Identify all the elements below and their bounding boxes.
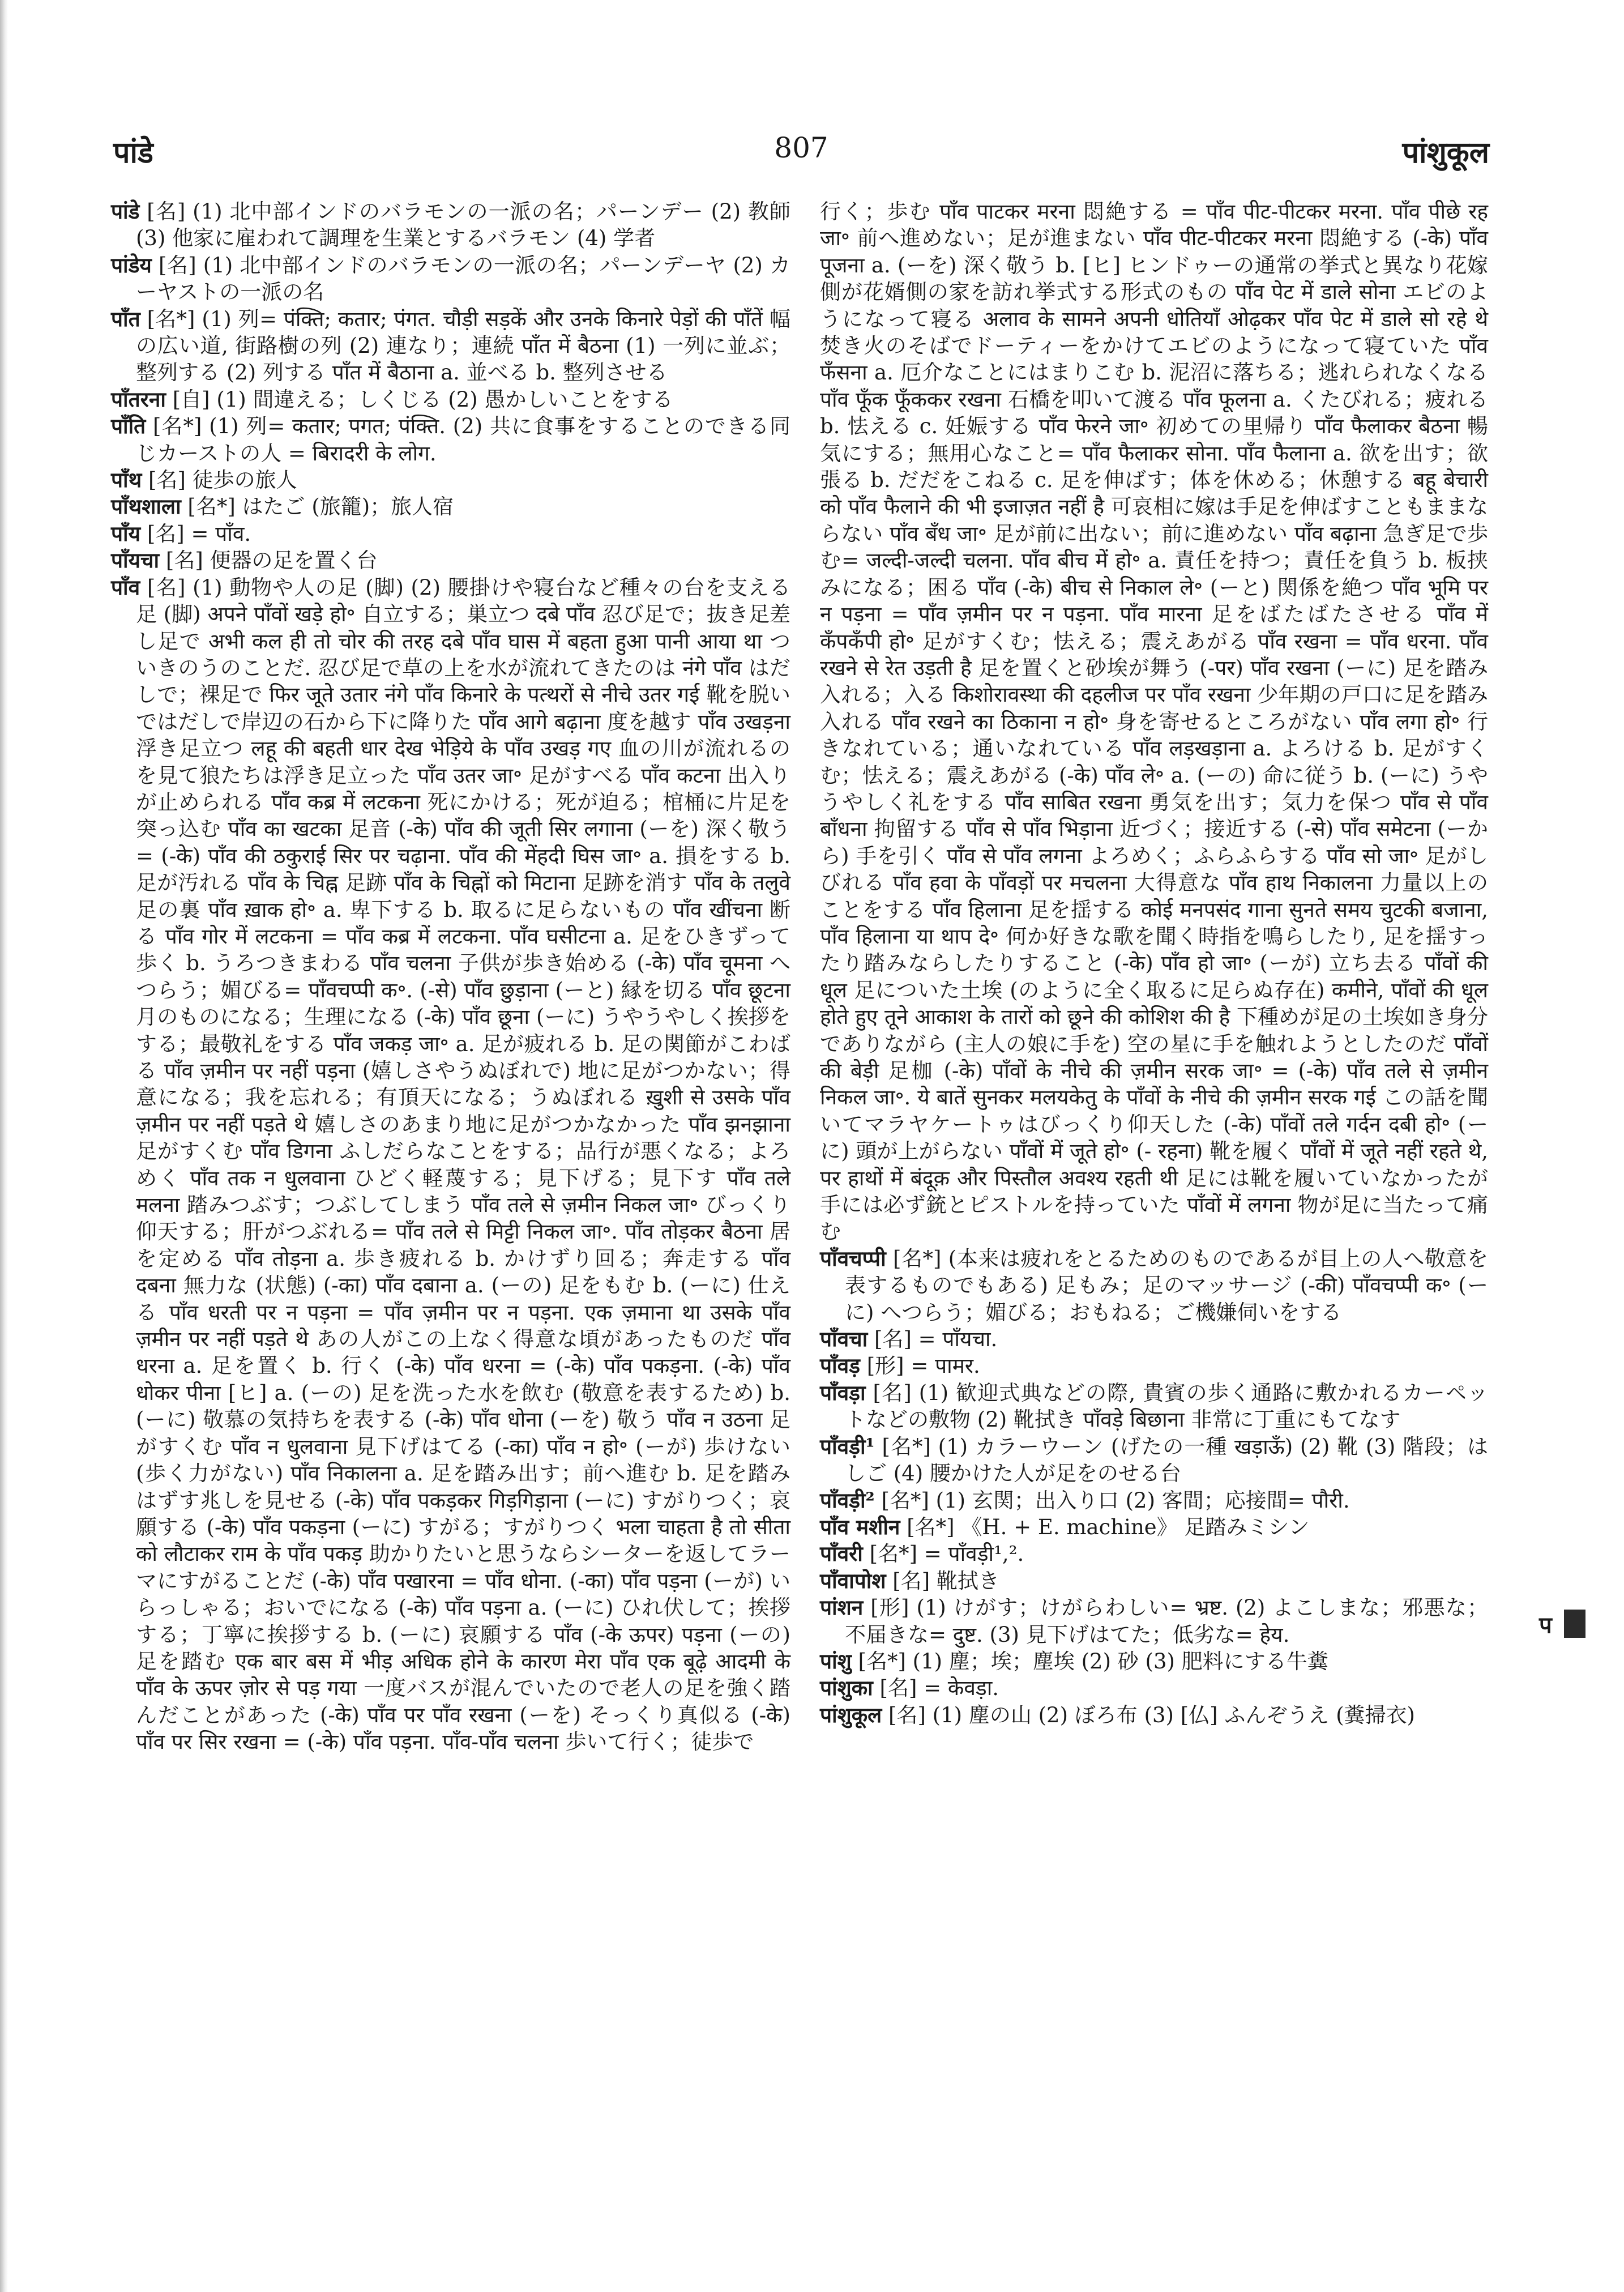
entry-definition: [自] (1) 間違える；しくじる (2) 愚かしいことをする xyxy=(172,387,673,412)
dictionary-entry xyxy=(820,1433,1488,1487)
dictionary-entry xyxy=(820,1594,1488,1648)
entry-headword: पाँथ xyxy=(111,467,142,493)
entry-definition: [名*] (1) 列= कतार; पगत; पंक्ति. (2) 共に食事をすることのできる同じカーストの人 = बिरादरी के लोग. xyxy=(136,414,790,466)
entry-headword: पाँवापोश xyxy=(820,1568,886,1593)
entry-headword: पाँयचा xyxy=(111,548,160,573)
entry-headword: पाँवड़ xyxy=(820,1353,860,1378)
dictionary-entry xyxy=(820,1326,1488,1352)
entry-definition: [名] 徒歩の旅人 xyxy=(148,468,297,493)
thumb-index-block xyxy=(1564,1610,1585,1638)
entry-definition: [名*] (本来は疲れをとるためのものであるが目上の人へ敬意を表するものでもある) 足もみ；足のマッサージ (-की) पाँवचप्पी क॰ (ーに) へつらう；媚びる；おもねる；ご機嫌伺いをする xyxy=(845,1246,1488,1325)
entry-definition: [名] = केवड़ा. xyxy=(879,1676,999,1701)
guide-word-left: पांडे xyxy=(113,135,153,170)
dictionary-entry xyxy=(820,1514,1488,1540)
entry-headword: पांशु xyxy=(820,1648,852,1674)
entry-headword: पाँव मशीन xyxy=(820,1514,900,1539)
entry-definition: [名] 靴拭き xyxy=(892,1568,999,1593)
entry-definition: [形] (1) けがす；けがらわしい= भ्रष्ट. (2) よこしまな；邪悪な；不届きな= दुष्ट. (3) 見下げはてた；低劣な= हेय. xyxy=(845,1595,1488,1647)
entry-definition: [名] (1) 塵の山 (2) ぼろ布 (3) [仏] ふんぞうえ (糞掃衣) xyxy=(888,1702,1415,1727)
entry-headword: पांशुका xyxy=(820,1675,873,1701)
entry-headword: पाँत xyxy=(111,306,140,331)
dictionary-entry xyxy=(111,574,790,1756)
thumb-index-tab xyxy=(1539,1607,1588,1640)
dictionary-entry xyxy=(820,1702,1488,1728)
dictionary-entry xyxy=(111,198,790,252)
dictionary-entry xyxy=(820,198,1488,1245)
left-column xyxy=(111,198,790,1756)
dictionary-entry xyxy=(111,520,790,547)
entry-headword: पाँवड़ी¹ xyxy=(820,1433,875,1459)
entry-definition: [名] = पाँयचा. xyxy=(874,1327,998,1352)
entry-definition: [名*] = पाँवड़ी¹,². xyxy=(869,1542,1024,1567)
entry-headword: पाँति xyxy=(111,413,146,439)
entry-definition: [名*] (1) 塵；埃；塵埃 (2) 砂 (3) 肥料にする牛糞 xyxy=(858,1649,1328,1674)
entry-headword: पाँवड़ा xyxy=(820,1380,866,1405)
dictionary-entry xyxy=(111,467,790,493)
entry-definition: [名] (1) 北中部インドのバラモンの一派の名；パーンデーヤ (2) カーヤストの一派の名 xyxy=(136,253,790,305)
guide-word-right: पांशुकूल xyxy=(1402,135,1489,170)
entry-headword: पाँवचप्पी xyxy=(820,1245,886,1271)
entry-definition: [名] (1) 動物や人の足 (脚) (2) 腰掛けや寝台など種々の台を支える足 (脚) अपने पाँवों खड़े हो॰ 自立する；巣立つ दबे पाँव 忍び足で；抜き足差し足で अभी कल ही तो चोर की तरह दबे पाँव घास में बहता हुआ पानी आया था ついきのうのことだ. 忍び足で草の上を水が流れてきたのは नंगे पाँव はだしで；裸足で फिर जूते उतार नंगे पाँव किनारे के पत्थरों से नीचे उतर गई 靴を脱いではだしで岸辺の石から下に降りた पाँव आगे बढ़ाना 度を越す पाँव उखड़ना 浮き足立つ लहू की बहती धार देख भेड़िये के पाँव उखड़ गए 血の川が流れるのを見て狼たちは浮き足立った पाँव उतर जा॰ 足がすべる पाँव कटना 出入りが止められる पाँव कब्र में लटकना 死にかける；死が迫る；棺桶に片足を突っ込む पाँव का खटका 足音 (-के) पाँव की जूती सिर लगाना (ーを) 深く敬う= (-के) पाँव की ठकुराई सिर पर चढ़ाना. पाँव की मेंहदी घिस जा॰ a. 損をする b. 足が汚れる पाँव के चिह्न 足跡 पाँव के चिह्नों को मिटाना 足跡を消す पाँव के तलुवे 足の裏 पाँव ख़ाक हो॰ a. 卑下する b. 取るに足らないもの पाँव खींचना 断る पाँव गोर में लटकना = पाँव कब्र में लटकना. पाँव घसीटना a. 足をひきずって歩く b. うろつきまわる पाँव चलना 子供が歩き始める (-के) पाँव चूमना へつらう；媚びる= पाँवचप्पी क॰. (-से) पाँव छुड़ाना (ーと) 縁を切る पाँव छूटना 月のものになる；生理になる (-के) पाँव छूना (ーに) うやうやしく挨拶をする；最敬礼をする पाँव जकड़ जा॰ a. 足が疲れる b. 足の関節がこわばる पाँव ज़मीन पर नहीं पड़ना (嬉しさやうぬぼれで) 地に足がつかない；得意になる；我を忘れる；有頂天になる；うぬぼれる ख़ुशी से उसके पाँव ज़मीन पर नहीं पड़ते थे 嬉しさのあまり地に足がつかなかった पाँव झनझाना 足がすくむ पाँव डिगना ふしだらなことをする；品行が悪くなる；よろめく पाँव तक न धुलवाना ひどく軽蔑する；見下げる；見下す पाँव तले मलना 踏みつぶす；つぶしてしまう पाँव तले से ज़मीन निकल जा॰ びっくり仰天する；肝がつぶれる= पाँव तले से मिट्टी निकल जा॰. पाँव तोड़कर बैठना 居を定める पाँव तोड़ना a. 歩き疲れる b. かけずり回る；奔走する पाँव दबना 無力な (状態) (-का) पाँव दबाना a. (ーの) 足をもむ b. (ーに) 仕える पाँव धरती पर न पड़ना = पाँव ज़मीन पर न पड़ना. एक ज़माना था उसके पाँव ज़मीन पर नहीं पड़ते थे あの人がこの上なく得意な頃があったものだ पाँव धरना a. 足を置く b. 行く (-के) पाँव धरना = (-के) पाँव पकड़ना. (-के) पाँव धोकर पीना [ヒ] a. (ーの) 足を洗った水を飲む (敬意を表するため) b. (ーに) 敬慕の気持ちを表する (-के) पाँव धोना (ーを) 敬う पाँव न उठना 足がすくむ पाँव न धुलवाना 見下げはてる (-का) पाँव न हो॰ (ーが) 歩けない (歩く力がない) पाँव निकालना a. 足を踏み出す；前へ進む b. 足を踏みはずす兆しを見せる (-के) पाँव पकड़कर गिड़गिड़ाना (ーに) すがりつく；哀願する (-के) पाँव पकड़ना (ーに) すがる；すがりつく भला चाहता है तो सीता को लौटाकर राम के पाँव पकड़ 助かりたいと思うならシーターを返してラーマにすがることだ (-के) पाँव पखारना = पाँव धोना. (-का) पाँव पड़ना (ーが) いらっしゃる；おいでになる (-के) पाँव पड़ना a. (ーに) ひれ伏して；挨拶する；丁寧に挨拶する b. (ーに) 哀願する पाँव (-के ऊपर) पड़ना (ーの) 足を踏む एक बार बस में भीड़ अधिक होने के कारण मेरा पाँव एक बूढ़े आदमी के पाँव के ऊपर ज़ोर से पड़ गया 一度バスが混んでいたので老人の足を強く踏んだことがあった (-के) पाँव पर पाँव रखना (ーを) そっくり真似る (-के) पाँव पर सिर रखना = (-के) पाँव पड़ना. पाँव-पाँव चलना 歩いて行く；徒歩で xyxy=(136,575,790,1755)
dictionary-entry xyxy=(820,1245,1488,1326)
entry-headword: पाँवरी xyxy=(820,1541,863,1567)
entry-headword: पांशन xyxy=(820,1595,864,1620)
entry-headword: पाँव xyxy=(111,574,140,600)
entry-definition: [名*] 《H. + E. machine》 足踏みミシン xyxy=(907,1514,1310,1539)
entry-definition: [名*] (1) 玄関；出入り口 (2) 客間；応接間= पौरी. xyxy=(881,1488,1350,1513)
dictionary-entry xyxy=(111,252,790,306)
scan-binding-edge xyxy=(0,0,8,2292)
thumb-index-letter: प xyxy=(1539,1612,1552,1638)
page-header xyxy=(113,131,1489,171)
entry-definition: 行く；歩む पाँव पाटकर मरना 悶絶する = पाँव पीट-पीटकर मरना. पाँव पीछे रह जा॰ 前へ進めない；足が進まない पाँव पीट-पीटकर मरना 悶絶する (-के) पाँव पूजना a. (ーを) 深く敬う b. [ヒ] ヒンドゥーの通常の挙式と異なり花嫁側が花婿側の家を訪れ挙式する形式のもの पाँव पेट में डाले सोना エビのようになって寝る अलाव के सामने अपनी धोतियाँ ओढ़कर पाँव पेट में डाले सो रहे थे 焚き火のそばでドーティーをかけてエビのようになって寝ていた पाँव फँसना a. 厄介なことにはまりこむ b. 泥沼に落ちる；逃れられなくなる पाँव फूँक फूँककर रखना 石橋を叩いて渡る पाँव फूलना a. くたびれる；疲れる b. 怯える c. 妊娠する पाँव फेरने जा॰ 初めての里帰り पाँव फैलाकर बैठना 暢気にする；無用心なこと= पाँव फैलाकर सोना. पाँव फैलाना a. 欲を出す；欲張る b. だだをこねる c. 足を伸ばす；体を休める；休憩する बहू बेचारी को पाँव फैलाने की भी इजाज़त नहीं है 可哀相に嫁は手足を伸ばすこともままならない पाँव बँध जा॰ 足が前に出ない；前に進めない पाँव बढ़ाना 急ぎ足で歩む= जल्दी-जल्दी चलना. पाँव बीच में हो॰ a. 責任を持つ；責任を負う b. 板挟みになる；困る पाँव (-के) बीच से निकाल ले॰ (ーと) 関係を絶つ पाँव भूमि पर न पड़ना = पाँव ज़मीन पर न पड़ना. पाँव मारना 足をばたばたさせる पाँव में कँपकँपी हो॰ 足がすくむ；怯える；震えあがる पाँव रखना = पाँव धरना. पाँव रखने से रेत उड़ती है 足を置くと砂埃が舞う (-पर) पाँव रखना (ーに) 足を踏み入れる；入る किशोरावस्था की दहलीज पर पाँव रखना 少年期の戸口に足を踏み入れる पाँव रखने का ठिकाना न हो॰ 身を寄せるところがない पाँव लगा हो॰ 行きなれている；通いなれている पाँव लड़खड़ाना a. よろける b. 足がすくむ；怯える；震えあがる (-के) पाँव ले॰ a. (ーの) 命に従う b. (ーに) うやうやしく礼をする पाँव साबित रखना 勇気を出す；気力を保つ पाँव से पाँव बाँधना 拘留する पाँव से पाँव भिड़ाना 近づく；接近する (-से) पाँव समेटना (ーから) 手を引く पाँव से पाँव लगना よろめく；ふらふらする पाँव सो जा॰ 足がしびれる पाँव हवा के पाँवड़ों पर मचलना 大得意な पाँव हाथ निकालना 力量以上のことをする पाँव हिलाना 足を揺する कोई मनपसंद गाना सुनते समय चुटकी बजाना, पाँव हिलाना या थाप दे॰ 何か好きな歌を聞く時指を鳴らしたり, 足を揺すったり踏みならしたりすること (-के) पाँव हो जा॰ (ーが) 立ち去る पाँवों की धूल 足についた土埃 (のように全く取るに足らぬ存在) कमीने, पाँवों की धूल होते हुए तूने आकाश के तारों को छूने की कोशिश की है 下種めが足の土埃如き身分でありながら (主人の娘に手を) 空の星に手を触れようとしたのだ पाँवों की बेड़ी 足枷 (-के) पाँवों के नीचे की ज़मीन सरक जा॰ = (-के) पाँव तले से ज़मीन निकल जा॰. ये बातें सुनकर मलयकेतु के पाँवों के नीचे की ज़मीन सरक गई この話を聞いてマラヤケートゥはびっくり仰天した (-के) पाँवों तले गर्दन दबी हो॰ (ーに) 頭が上がらない पाँवों में जूते हो॰ (- रहना) 靴を履く पाँवों में जूते नहीं रहते थे, पर हाथों में बंदूक़ और पिस्तौल अवश्य रहती थी 足には靴を履いていなかったが手には必ず銃とピストルを持っていた पाँवों में लगना 物が足に当たって痛む xyxy=(820,199,1488,1244)
entry-definition: [形] = पामर. xyxy=(866,1354,980,1378)
dictionary-entry xyxy=(111,306,790,386)
dictionary-entry xyxy=(111,413,790,467)
dictionary-entry xyxy=(820,1648,1488,1675)
entry-definition: [名*] はたご (旅籠)；旅人宿 xyxy=(187,494,454,519)
dictionary-entry xyxy=(111,386,790,413)
dictionary-entry xyxy=(820,1380,1488,1433)
dictionary-entry xyxy=(111,493,790,520)
entry-headword: पाँय xyxy=(111,520,141,546)
entry-definition: [名] = पाँव. xyxy=(147,521,251,546)
entry-headword: पाँथशाला xyxy=(111,494,181,519)
right-column xyxy=(820,198,1488,1728)
entry-headword: पांडे xyxy=(111,199,140,224)
dictionary-entry xyxy=(820,1568,1488,1594)
page-number: 807 xyxy=(774,131,828,164)
entry-headword: पाँवड़ी² xyxy=(820,1487,875,1513)
entry-headword: पांशुकूल xyxy=(820,1702,882,1727)
dictionary-entry xyxy=(111,547,790,574)
dictionary-entry xyxy=(820,1540,1488,1567)
entry-headword: पांडेय xyxy=(111,252,152,278)
entry-definition: [名] 便器の足を置く台 xyxy=(165,548,378,573)
entry-definition: [名] (1) 北中部インドのバラモンの一派の名；パーンデー (2) 教師 (3) 他家に雇われて調理を生業とするバラモン (4) 学者 xyxy=(136,199,790,251)
entry-headword: पाँतरना xyxy=(111,386,166,412)
entry-definition: [名] (1) 歓迎式典などの際, 貴賓の歩く通路に敷かれるカーペットなどの敷物 (2) 靴拭き पाँवड़े बिछाना 非常に丁重にもてなす xyxy=(845,1380,1488,1432)
dictionary-entry xyxy=(820,1675,1488,1701)
dictionary-entry xyxy=(820,1487,1488,1514)
entry-headword: पाँवचा xyxy=(820,1326,868,1352)
dictionary-entry xyxy=(820,1352,1488,1379)
entry-definition: [名*] (1) カラーウーン (げたの一種 खड़ाऊँ) (2) 靴 (3) 階段；はしご (4) 腰かけた人が足をのせる台 xyxy=(845,1434,1488,1486)
entry-definition: [名*] (1) 列= पंक्ति; कतार; पंगत. चौड़ी सड़कें और उनके किनारे पेड़ों की पाँतें 幅の広い道, 街路樹の列 (2) 連なり；連続 पाँत में बैठना (1) 一列に並ぶ；整列する (2) 列する पाँत में बैठाना a. 並べる b. 整列させる xyxy=(136,306,790,385)
